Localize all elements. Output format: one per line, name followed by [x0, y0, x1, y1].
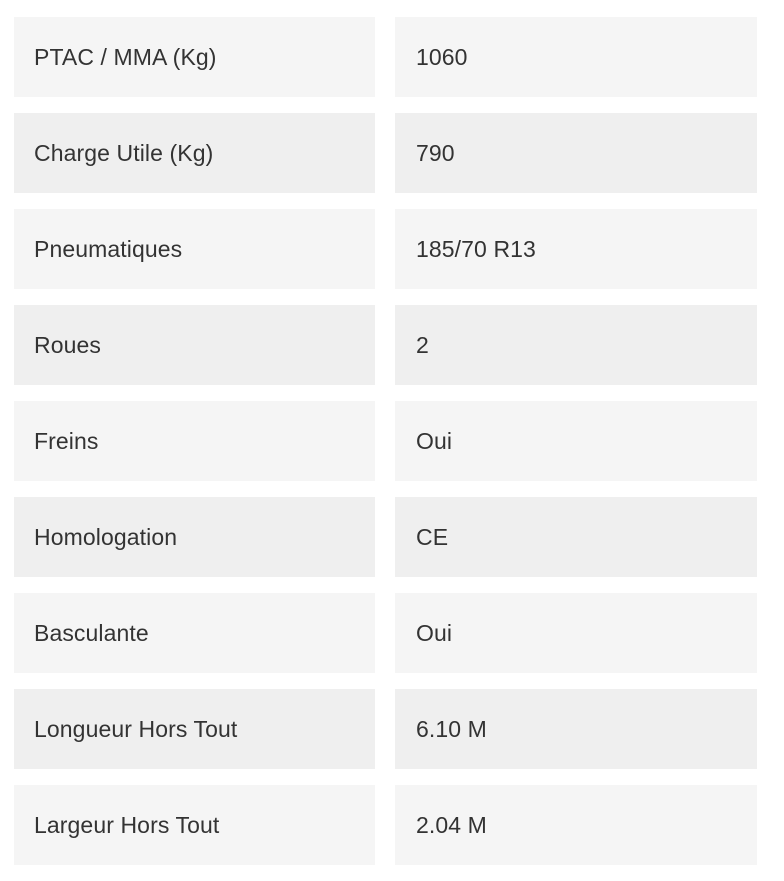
spec-row	[14, 497, 757, 577]
spec-row	[14, 785, 757, 865]
spec-label: Pneumatiques	[14, 209, 375, 289]
spec-label: Homologation	[14, 497, 375, 577]
spec-value: 1060	[395, 17, 757, 97]
spec-value: 2.04 M	[395, 785, 757, 865]
spec-label: Largeur Hors Tout	[14, 785, 375, 865]
spec-label: Freins	[14, 401, 375, 481]
spec-label: Longueur Hors Tout	[14, 689, 375, 769]
spec-value: 185/70 R13	[395, 209, 757, 289]
spec-value: 6.10 M	[395, 689, 757, 769]
spec-value: 2	[395, 305, 757, 385]
spec-value: Oui	[395, 401, 757, 481]
spec-row	[14, 113, 757, 193]
spec-value: 790	[395, 113, 757, 193]
specifications-table	[14, 17, 757, 881]
spec-row	[14, 305, 757, 385]
spec-label: Basculante	[14, 593, 375, 673]
spec-row	[14, 17, 757, 97]
spec-value: CE	[395, 497, 757, 577]
spec-label: PTAC / MMA (Kg)	[14, 17, 375, 97]
spec-row	[14, 593, 757, 673]
spec-row	[14, 401, 757, 481]
spec-label: Charge Utile (Kg)	[14, 113, 375, 193]
spec-row	[14, 209, 757, 289]
spec-row	[14, 689, 757, 769]
spec-value: Oui	[395, 593, 757, 673]
spec-label: Roues	[14, 305, 375, 385]
